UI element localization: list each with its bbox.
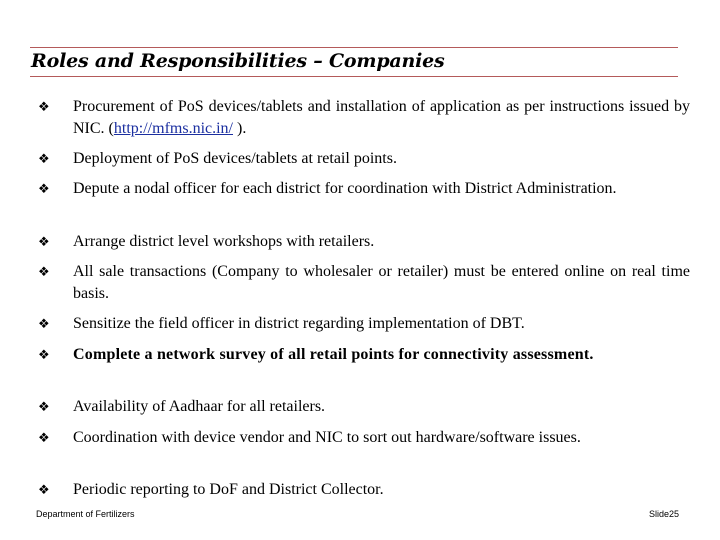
title-rule [30,76,678,77]
top-rule [30,47,678,48]
diamond-bullet-icon: ❖ [38,181,50,196]
list-item-text: Coordination with device vendor and NIC to sort out hardware/software issues. [73,429,581,446]
diamond-bullet-icon: ❖ [38,482,50,497]
mfms-link[interactable]: http://mfms.nic.in/ [113,120,233,137]
list-item-text: Availability of Aadhaar for all retailers. [73,398,326,415]
diamond-bullet-icon: ❖ [38,99,50,114]
diamond-bullet-icon: ❖ [38,347,50,362]
diamond-bullet-icon: ❖ [38,264,50,279]
list-item-text: Arrange district level workshops with retailers. [73,233,375,250]
list-item-text: Deployment of PoS devices/tablets at retail points. [73,150,397,167]
diamond-bullet-icon: ❖ [38,399,50,414]
footer-department: Department of Fertilizers [36,509,135,519]
diamond-bullet-icon: ❖ [38,430,50,445]
page-title: Roles and Responsibilities – Companies [31,50,445,72]
list-item-text: Sensitize the field officer in district regarding implementation of DBT. [73,315,525,332]
diamond-bullet-icon: ❖ [38,316,50,331]
list-item-text: Complete a network survey of all retail points for connectivity assessment. [73,346,594,363]
diamond-bullet-icon: ❖ [38,234,50,249]
list-item-text: All sale transactions (Company to wholesaler or retailer) must be entered online on real time basis. [73,263,690,302]
footer-slide-number: Slide25 [648,509,679,519]
diamond-bullet-icon: ❖ [38,151,50,166]
list-item-text: Procurement of PoS devices/tablets and installation of application as per instructions issued by NIC. (http://mfms.nic.in/ ). [73,98,690,137]
list-item-text: Depute a nodal officer for each district for coordination with District Administration. [73,180,617,197]
list-item-text: Periodic reporting to DoF and District Collector. [73,481,384,498]
